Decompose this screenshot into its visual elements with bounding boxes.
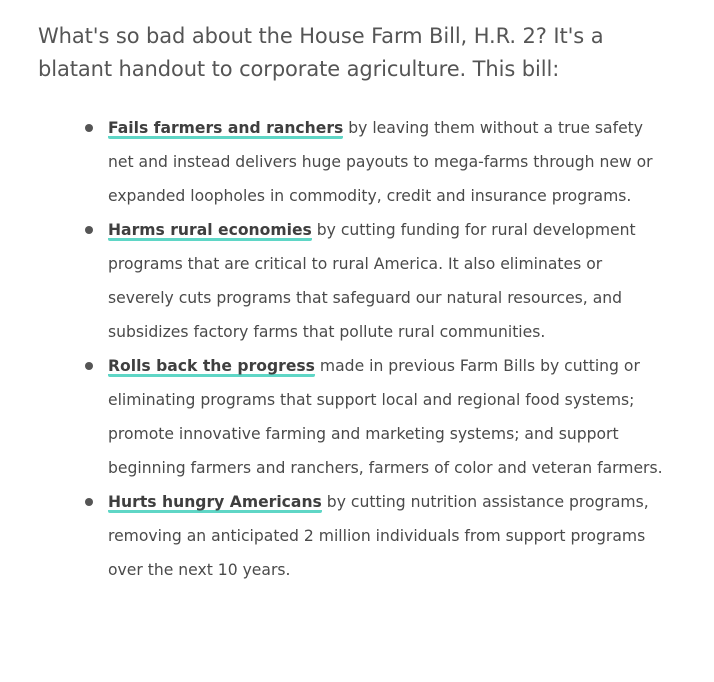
list-item	[38, 111, 674, 213]
bullet-list	[38, 111, 674, 587]
bullet-icon	[85, 498, 93, 506]
bullet-text: by cutting funding for rural development programs that are critical to rural America. It also eliminates or severely cuts programs that safeguard our natural resources, and subsidizes factory farms that pollute rural communities.	[108, 221, 636, 341]
bullet-heading: Rolls back the progress	[108, 357, 315, 375]
list-item	[38, 485, 674, 587]
intro-paragraph: What's so bad about the House Farm Bill, H.R. 2? It's a blatant handout to corporate agriculture. This bill:	[38, 24, 604, 81]
bullet-icon	[85, 226, 93, 234]
bullet-text: by leaving them without a true safety net and instead delivers huge payouts to mega-farms through new or expanded loopholes in commodity, credit and insurance programs.	[108, 119, 653, 205]
bullet-icon	[85, 362, 93, 370]
bullet-heading: Harms rural economies	[108, 221, 312, 239]
bullet-text: by cutting nutrition assistance programs, removing an anticipated 2 million individuals from support programs over the next 10 years.	[108, 493, 649, 579]
bullet-heading: Fails farmers and ranchers	[108, 119, 344, 137]
bullet-heading: Hurts hungry Americans	[108, 493, 322, 511]
bullet-icon	[85, 124, 93, 132]
list-item	[38, 349, 674, 485]
bullet-text: made in previous Farm Bills by cutting or eliminating programs that support local and regional food systems; promote innovative farming and marketing systems; and support beginning farmers and ranchers, farmers of color and veteran farmers.	[108, 357, 663, 477]
list-item	[38, 213, 674, 349]
